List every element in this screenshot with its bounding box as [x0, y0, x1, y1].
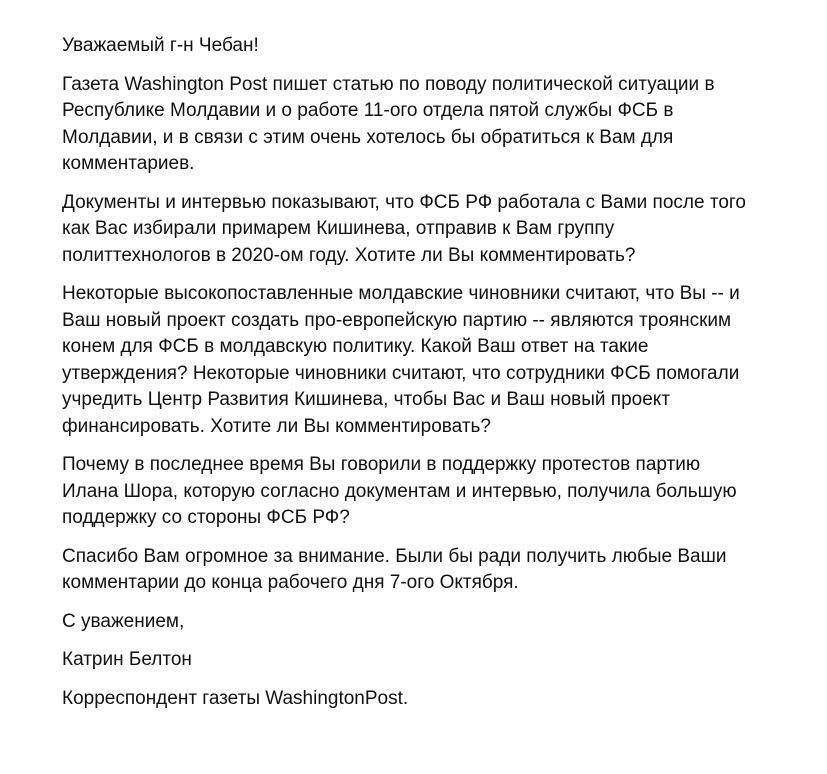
- paragraph-line: Спасибо Вам огромное за внимание. Были бы ради получить любые Ваши: [62, 545, 727, 567]
- paragraph-line: комментариев.: [62, 153, 195, 174]
- paragraph-line: как Вас избирали примарем Кишинева, отправив к Вам группу: [62, 218, 615, 239]
- paragraph-line: финансировать. Хотите ли Вы комментировать?: [62, 415, 492, 437]
- paragraph-line: Некоторые высокопоставленные молдавские чиновники считают, что Вы -- и: [62, 283, 740, 304]
- letter-greeting: Уважаемый г-н Чебан!: [62, 35, 259, 56]
- paragraph-5: [62, 544, 782, 597]
- paragraph-line: конем для ФСБ в молдавскую политику. Какой Ваш ответ на такие: [62, 336, 649, 357]
- paragraph-line: Молдавии, и в связи с этим очень хотелось бы обратиться к Вам для: [62, 126, 674, 148]
- paragraph-line: утверждения? Некоторые чиновники считают, что сотрудники ФСБ помогали: [62, 362, 740, 384]
- letter-body: [62, 33, 782, 724]
- paragraph-1: [62, 72, 782, 178]
- paragraph-line: Ваш новый проект создать про-европейскую партию -- являются троянским: [62, 309, 732, 331]
- paragraph-line: политтехнологов в 2020-ом году. Хотите ли Вы комментировать?: [62, 244, 636, 266]
- paragraph-line: Республике Молдавии и о работе 11-ого отдела пятой службы ФСБ в: [62, 100, 674, 121]
- paragraph-line: Газета Washington Post пишет статью по поводу политической ситуации в: [62, 73, 715, 95]
- signature-name: Катрин Белтон: [62, 649, 192, 670]
- paragraph-4: [62, 452, 782, 532]
- paragraph-line: Документы и интервью показывают, что ФСБ РФ работала с Вами после того: [62, 191, 746, 213]
- paragraph-line: Почему в последнее время Вы говорили в поддержку протестов партию: [62, 454, 701, 475]
- paragraph-3: [62, 281, 782, 440]
- paragraph-line: учредить Центр Развития Кишинева, чтобы Вас и Ваш новый проект: [62, 389, 671, 410]
- letter-closing: С уважением,: [62, 610, 185, 632]
- paragraph-line: поддержку со стороны ФСБ РФ?: [62, 507, 350, 528]
- signature-title: Корреспондент газеты WashingtonPost.: [62, 687, 409, 709]
- paragraph-2: [62, 190, 782, 270]
- paragraph-line: Илана Шора, которую согласно документам и интервью, получила большую: [62, 480, 737, 502]
- paragraph-line: комментарии до конца рабочего дня 7-ого Октября.: [62, 572, 519, 593]
